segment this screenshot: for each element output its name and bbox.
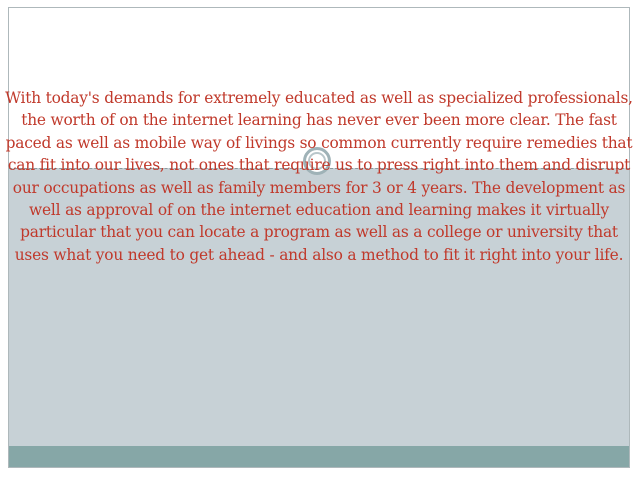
footer-bar (9, 446, 629, 467)
slide-body-text: With today's demands for extremely educated as well as specialized professionals, the worth of on the internet learning has never ever been more clear. The fast paced as well as mobile way of livings so common currently require remedies that can fit into our lives, not ones that require us to press right into them and disrupt our occupations as well as family members for 3 or 4 years. The development as well as approval of on the internet education and learning makes it virtually particular that you can locate a program as well as a college or university that uses what you need to get ahead - and also a method to fit it right into your life. (5, 89, 633, 264)
